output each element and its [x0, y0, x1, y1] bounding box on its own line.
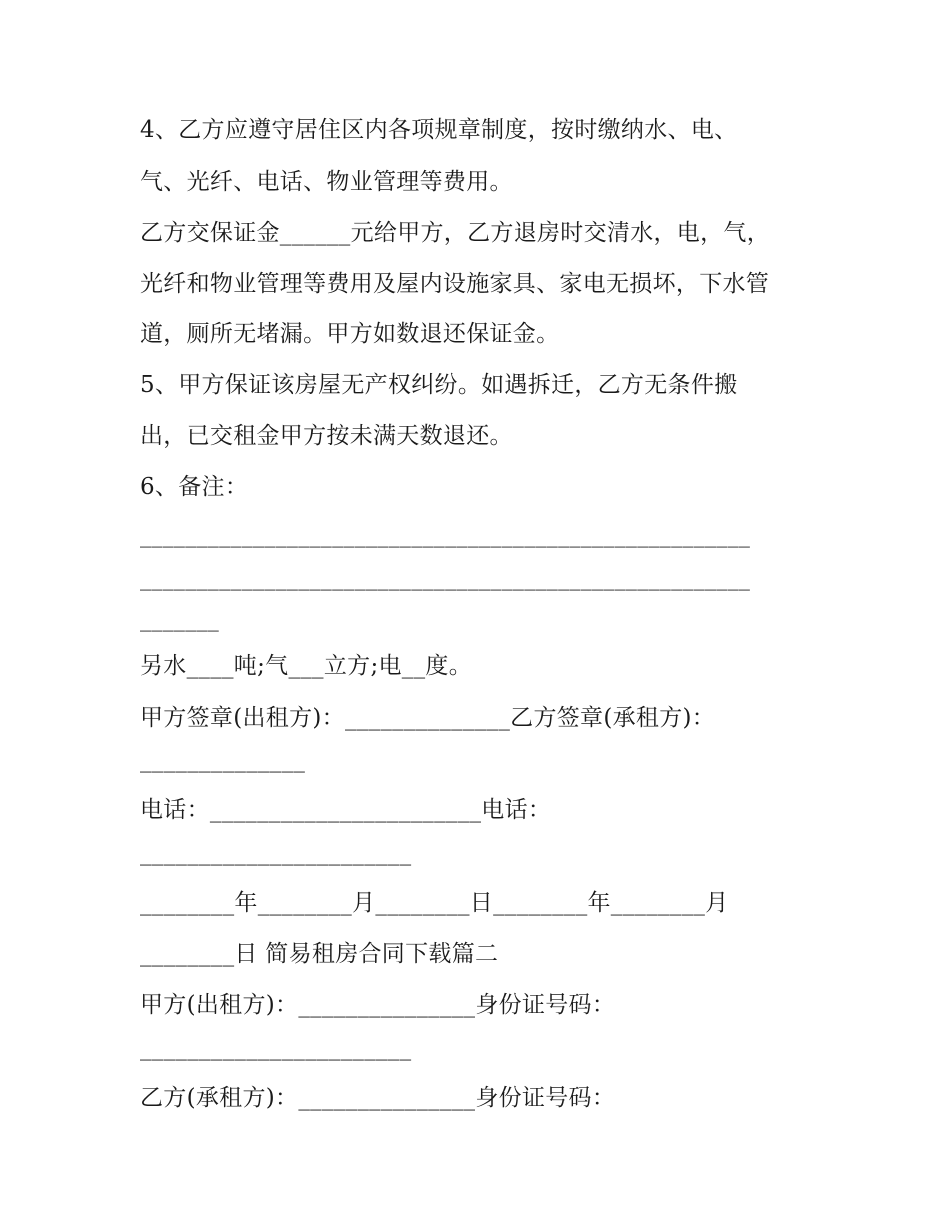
- party-a-id-line: 甲方(出租方)：_______________身份证号码：: [140, 992, 616, 1018]
- clause-4-line-2: 气、光纤、电话、物业管理等费用。: [140, 169, 513, 195]
- remarks-blank-line-2: ______________________________________________________: [140, 566, 751, 591]
- remarks-blank-line-3: _______: [140, 607, 220, 632]
- clause-4-line-1: 4、乙方应遵守居住区内各项规章制度，按时缴纳水、电、: [140, 117, 738, 143]
- deposit-line-1: 乙方交保证金______元给甲方，乙方退房时交清水，电，气，: [140, 220, 770, 246]
- phone-blank-line: _______________________: [140, 840, 412, 866]
- deposit-line-3: 道，厕所无堵漏。甲方如数退还保证金。: [140, 321, 560, 347]
- phone-line: 电话：_______________________电话：: [140, 797, 552, 823]
- clause-5-line-1: 5、甲方保证该房屋无产权纠纷。如遇拆迁，乙方无条件搬: [140, 372, 738, 398]
- clause-5-line-2: 出，已交租金甲方按未满天数退还。: [140, 423, 513, 449]
- date-line-1: ________年________月________日________年________月: [140, 890, 729, 916]
- date-line-2-and-title: ________日 简易租房合同下载篇二: [140, 941, 499, 967]
- remarks-blank-line-1: ______________________________________________________: [140, 523, 751, 548]
- utilities-reading-line: 另水____吨;气___立方;电__度。: [140, 653, 472, 679]
- party-b-id-line: 乙方(承租方)：_______________身份证号码：: [140, 1085, 616, 1111]
- signature-blank-line: ______________: [140, 747, 306, 773]
- signature-line: 甲方签章(出租方)：______________乙方签章(承租方)：: [140, 705, 716, 731]
- deposit-line-2: 光纤和物业管理等费用及屋内设施家具、家电无损坏，下水管: [140, 271, 770, 297]
- party-a-id-blank-line: _______________________: [140, 1035, 412, 1061]
- clause-6-heading: 6、备注：: [140, 474, 249, 500]
